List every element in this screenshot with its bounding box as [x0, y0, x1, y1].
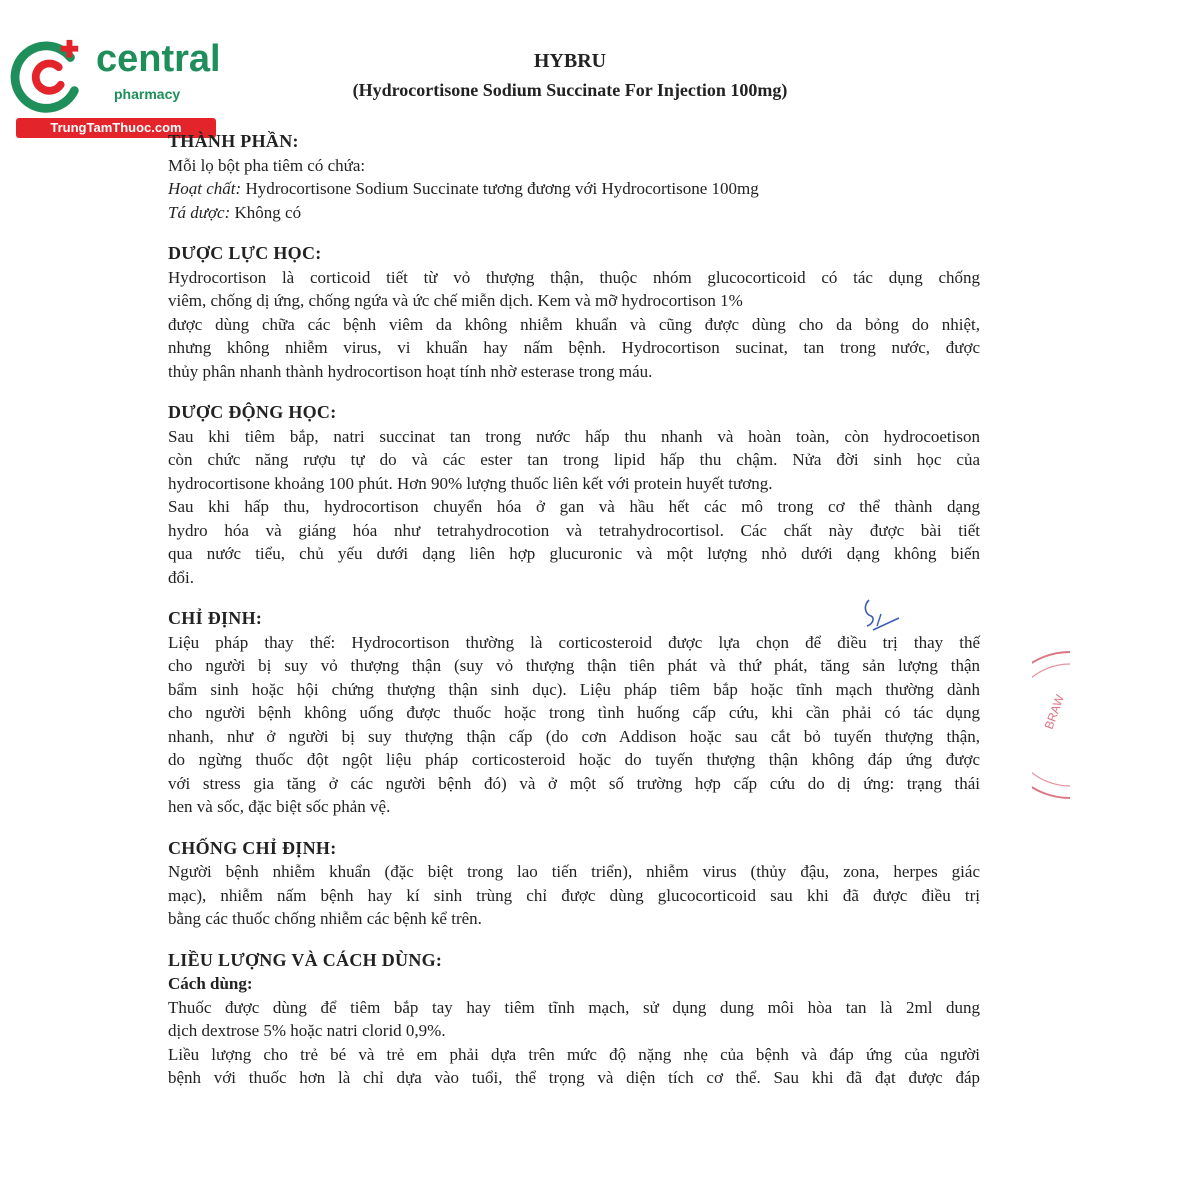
- central-pharmacy-logo-icon: [10, 36, 88, 114]
- text-line: qua nước tiểu, chủ yếu dưới dạng liên hợp glucuronic và một lượng nhỏ dưới dạng không biến: [168, 544, 980, 563]
- text-line: nhanh, như ở người bị suy thượng thận cấp (do cơn Addison hoặc sau cắt bỏ tuyến thượng thận,: [168, 726, 980, 746]
- section-heading: DƯỢC ĐỘNG HỌC:: [168, 402, 337, 422]
- section-heading: LIỀU LƯỢNG VÀ CÁCH DÙNG:: [168, 949, 443, 970]
- text-line: được dùng chữa các bệnh viêm da không nhiễm khuẩn và cũng được dùng cho da bỏng do nhiệt,: [168, 314, 980, 334]
- handwritten-initial-mark: [855, 596, 905, 636]
- text-line: hydrocortisone khoảng 100 phút. Hơn 90% lượng thuốc liên kết với protein huyết tương.: [168, 473, 773, 493]
- text-line: cho người bệnh không uống được thuốc hoặc trong tình huống cấp cứu, khi cần phải có tác dụng: [168, 703, 980, 722]
- section-subheading: Cách dùng:: [168, 974, 253, 993]
- text-line: còn chức năng rượu tự do và các ester tan trong lipid hấp thu chậm. Nửa đời sinh học của: [168, 450, 980, 469]
- section-heading: CHỐNG CHỈ ĐỊNH:: [168, 837, 337, 858]
- text-line: Người bệnh nhiễm khuẩn (đặc biệt trong lao tiến triển), nhiễm virus (thủy đậu, zona, herpes giác: [168, 862, 980, 881]
- text-line: Liều lượng cho trẻ bé và trẻ em phải dựa trên mức độ nặng nhẹ của bệnh và đáp ứng của người: [168, 1044, 980, 1064]
- excipient-line: [168, 201, 980, 225]
- text-line: Liệu pháp thay thế: Hydrocortison thường là corticosteroid được lựa chọn để điều trị thay thế: [168, 632, 980, 652]
- section-composition: [168, 130, 980, 224]
- active-ingredient-line: [168, 177, 980, 201]
- text-line: thủy phân nhanh thành hydrocortison hoạt tính nhờ esterase trong máu.: [168, 361, 653, 381]
- section-contraindications: [168, 837, 980, 931]
- stamp-text: BRAW: [1041, 692, 1067, 732]
- text-line: bệnh với thuốc hơn là chỉ dựa vào tuổi, thể trọng và diện tích cơ thể. Sau khi đã đạt được đáp: [168, 1068, 980, 1087]
- text-line: bẩm sinh hoặc hội chứng thượng thận sinh dục). Liệu pháp tiêm bắp hoặc tĩnh mạch thường dành: [168, 679, 980, 699]
- text-line: đổi.: [168, 567, 194, 587]
- excipient-label: Tá dược:: [168, 202, 231, 222]
- excipient-text: Không có: [230, 202, 302, 222]
- text-line: hen và sốc, đặc biệt sốc phản vệ.: [168, 797, 391, 816]
- section-indications: [168, 607, 980, 819]
- document-subtitle: (Hydrocortisone Sodium Succinate For Injection 100mg): [352, 80, 788, 100]
- section-pharmacodynamics: [168, 242, 980, 383]
- section-heading: THÀNH PHẦN:: [168, 131, 299, 151]
- text-line: viêm, chống dị ứng, chống ngứa và ức chế miễn dịch. Kem và mỡ hydrocortison 1%: [168, 291, 743, 310]
- text-line: nhưng không nhiễm virus, vi khuẩn hay nấm bệnh. Hydrocortison sucinat, tan trong nước, được: [168, 338, 980, 357]
- text-line: cho người bị suy vỏ thượng thận (suy vỏ thượng thận tiên phát và thứ phát, tăng sản lượng thận: [168, 656, 980, 675]
- partial-stamp-seal: [1032, 650, 1072, 800]
- text-line: với stress gia tăng ở các người bệnh đó) và ở một số trường hợp cấp cứu do dị ứng: trạng thái: [168, 773, 980, 793]
- text-line: hydro hóa và giáng hóa như tetrahydrocotion và tetrahydrocortisol. Các chất này được bài tiết: [168, 520, 980, 540]
- document-title: HYBRU: [533, 50, 607, 72]
- text-line: do ngừng thuốc đột ngột liệu pháp corticosteroid hoặc do tuyến thượng thận không đáp ứng được: [168, 750, 980, 769]
- active-ingredient-label: Hoạt chất:: [168, 179, 242, 198]
- text-line: Thuốc được dùng để tiêm bắp tay hay tiêm tĩnh mạch, sử dụng dung môi hòa tan là 2ml dung: [168, 997, 980, 1017]
- text-line: Sau khi tiêm bắp, natri succinat tan trong nước hấp thu nhanh và hoàn toàn, còn hydrocoetison: [168, 426, 980, 446]
- text-line: bằng các thuốc chống nhiễm các bệnh kể trên.: [168, 909, 482, 928]
- text-line: Mỗi lọ bột pha tiêm có chứa:: [168, 155, 366, 175]
- logo-subtitle: pharmacy: [114, 86, 181, 102]
- text-line: Hydrocortison là corticoid tiết từ vỏ thượng thận, thuộc nhóm glucocorticoid có tác dụng chống: [168, 267, 980, 287]
- logo-url-badge: TrungTamThuoc.com: [16, 118, 216, 138]
- text-line: dịch dextrose 5% hoặc natri clorid 0,9%.: [168, 1021, 446, 1040]
- section-heading: CHỈ ĐỊNH:: [168, 608, 263, 628]
- active-ingredient-text: Hydrocortisone Sodium Succinate tương đương với Hydrocortisone 100mg: [241, 179, 759, 198]
- text-line: Sau khi hấp thu, hydrocortison chuyển hóa ở gan và hầu hết các mô trong cơ thể thành dạng: [168, 497, 980, 516]
- section-pharmacokinetics: [168, 401, 980, 589]
- section-dosage: [168, 949, 980, 1090]
- logo-name: central: [96, 38, 221, 80]
- section-heading: DƯỢC LỰC HỌC:: [168, 243, 322, 263]
- text-line: mạc), nhiễm nấm bệnh hay kí sinh trùng chỉ được dùng glucocorticoid sau khi đã được điều trị: [168, 885, 980, 905]
